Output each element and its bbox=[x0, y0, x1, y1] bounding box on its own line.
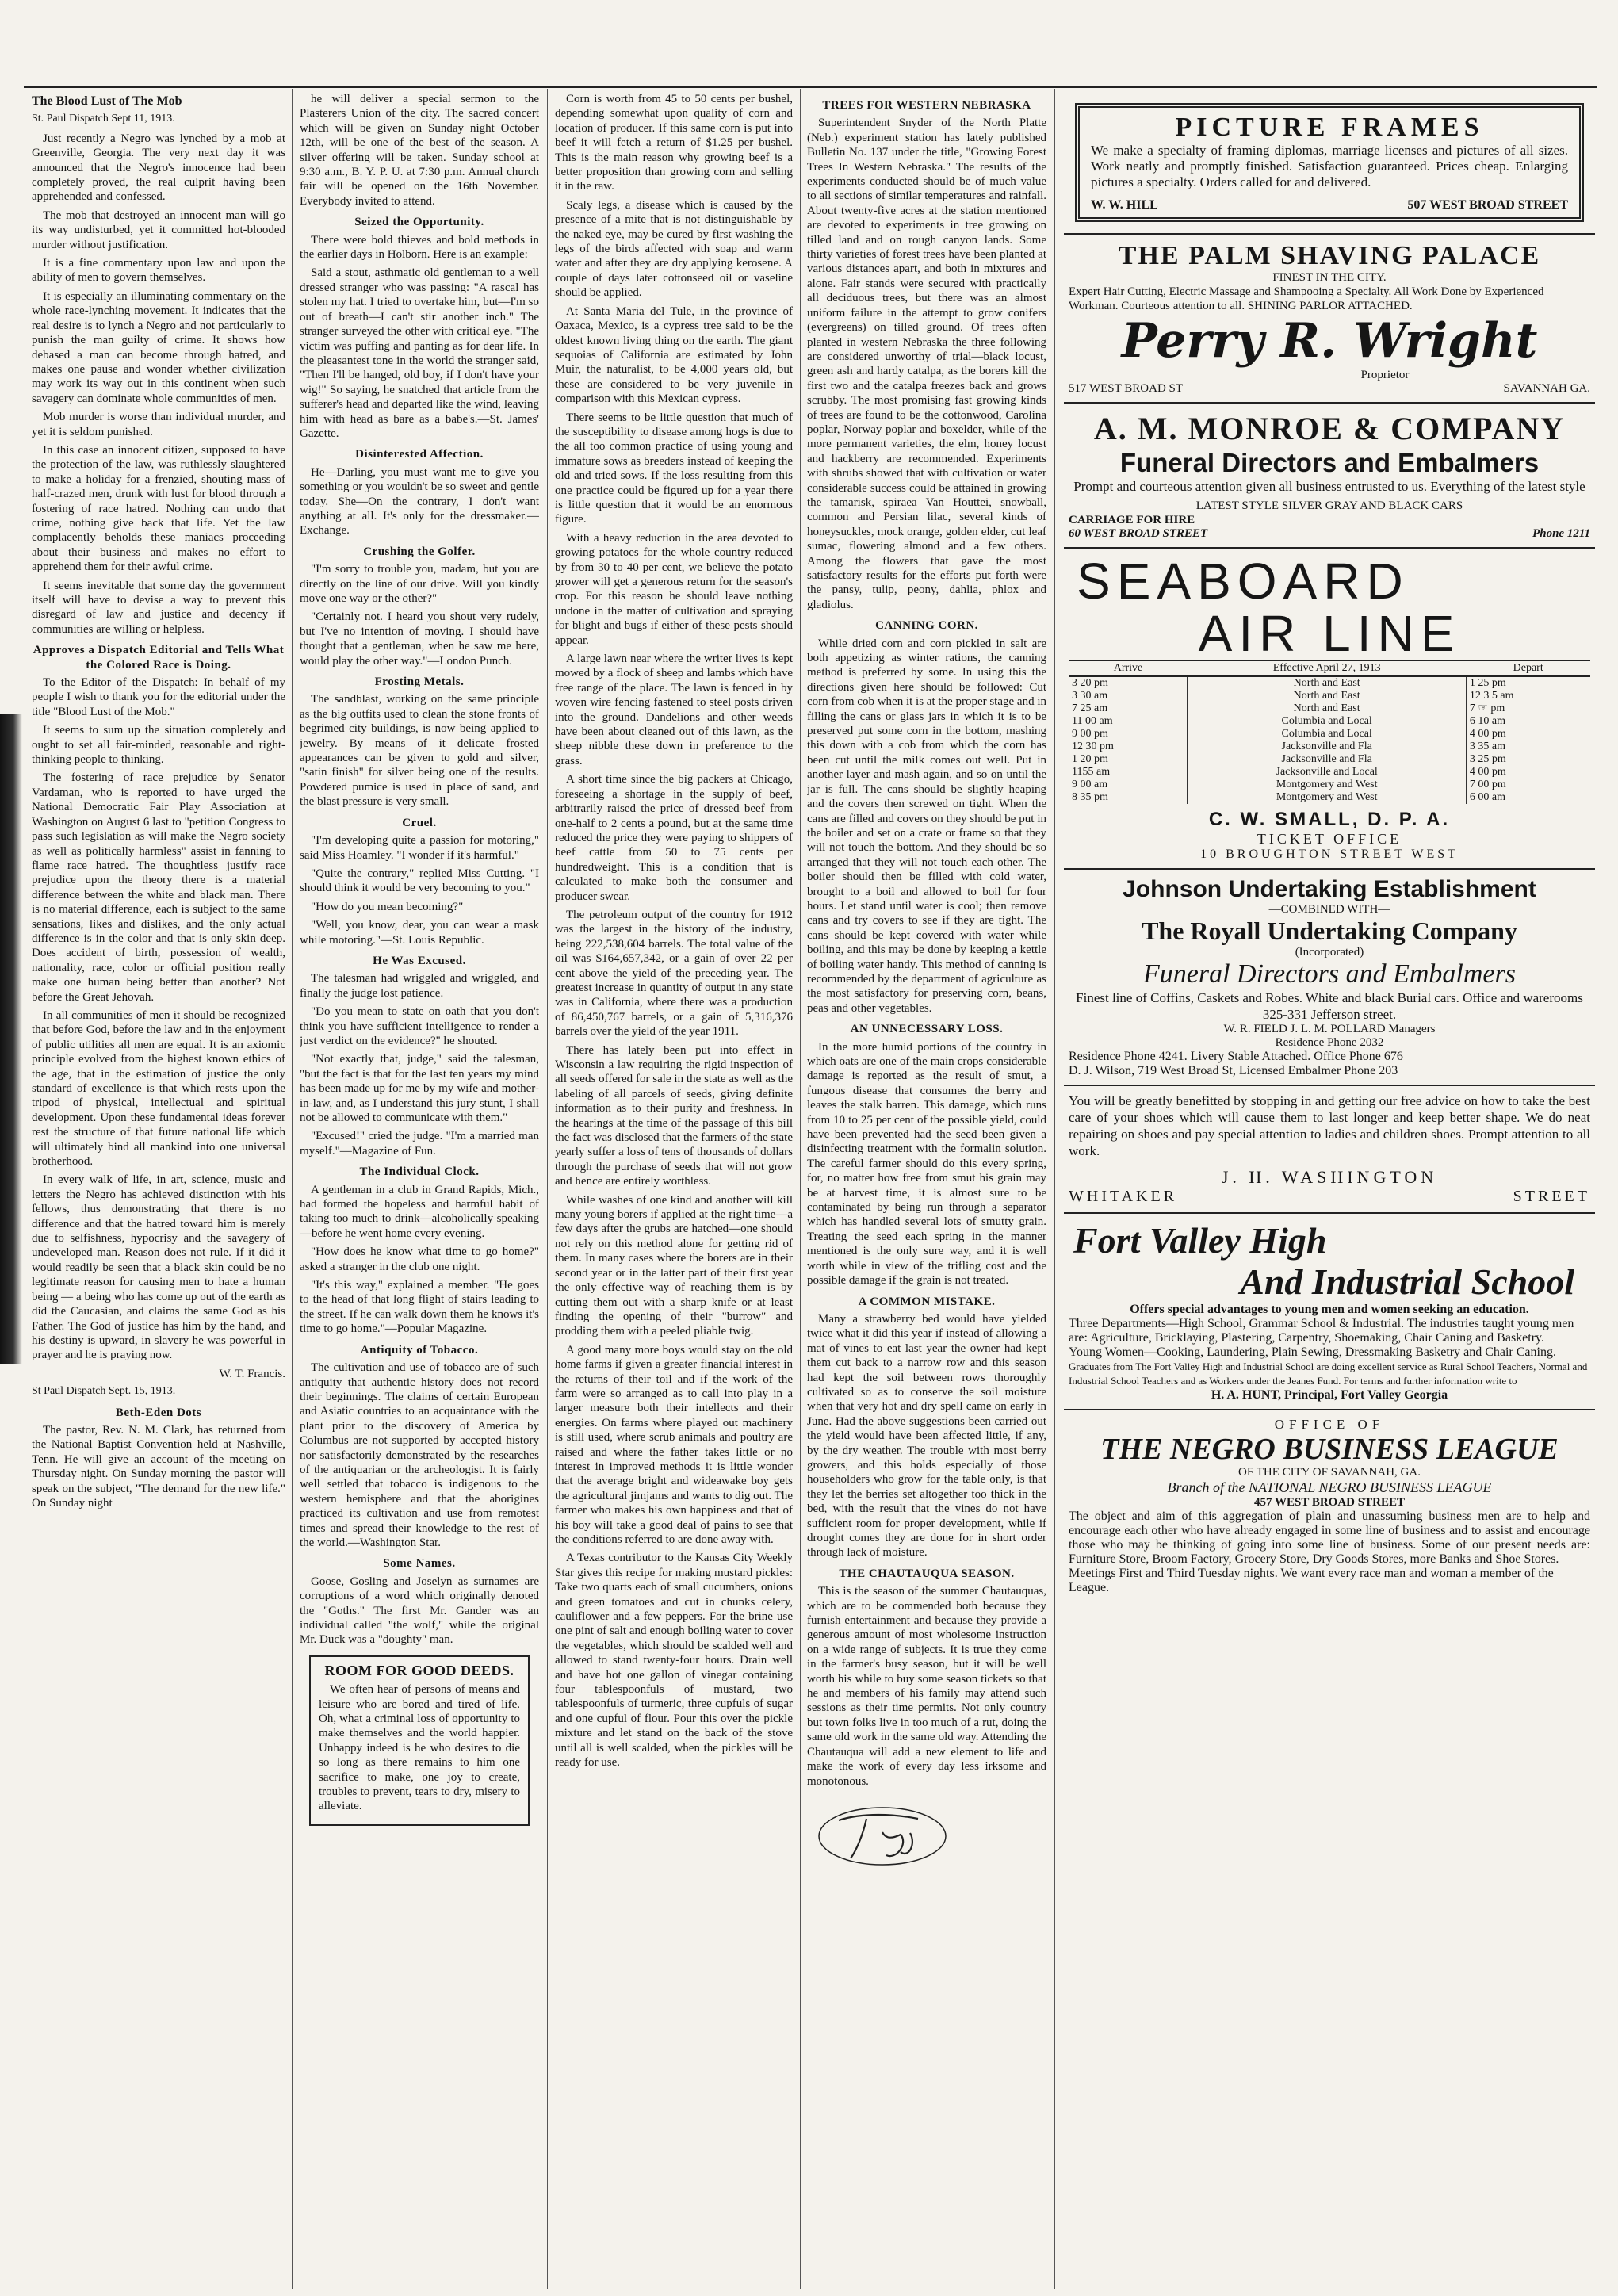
ad-body: Three Departments—High School, Grammar School & Industrial. The industries taught young men are: Agriculture, Bricklaying, Plastering, Carpentry, Shoemaking, Chair Caning and Basketry. bbox=[1069, 1317, 1574, 1345]
paragraph: The cultivation and use of tobacco are of such antiquity that authentic history does not record their beginnings. The claims of certain European and Asiatic countries to an acquaintance with the plant prior to the discovery of America by Columbus are not supported by accepted history nor satisfactorily demonstrated by the researches of the antiquarian or the archeologist. It is fairly well settled that tobacco is indigenous to the western hemisphere and that the aborigines practiced its cultivation and use from remotest times and spread their knowledge to the rest of the world.—Washington Star. bbox=[300, 1361, 539, 1549]
paragraph: It is especially an illuminating commentary on the whole race-lynching movement. It indicates that the real desire is to lynch a Negro and not particularly to punish the man guilty of crime. It shows how debased a man can become through hatred, and makes one pause and wonder whether civilization may work its way out in this continent when such savagery can dominate whole communities of men. bbox=[32, 289, 285, 405]
column-rule bbox=[292, 89, 293, 2289]
ad-title: THE NEGRO BUSINESS LEAGUE bbox=[1100, 1433, 1559, 1466]
depart-time: 7 ☞ pm bbox=[1469, 702, 1505, 714]
item-title: Crushing the Golfer. bbox=[363, 545, 476, 558]
item-title: Seized the Opportunity. bbox=[354, 216, 484, 229]
ad-incorporated: (Incorporated) bbox=[1295, 946, 1364, 959]
paragraph: There were bold thieves and bold methods in the earlier days in Holborn. Here is an example: bbox=[300, 233, 539, 262]
top-rule bbox=[24, 86, 1597, 88]
depart-time: 7 00 pm bbox=[1469, 779, 1506, 790]
depart-time: 3 25 pm bbox=[1469, 753, 1506, 765]
ad-body: The object and aim of this aggregation of plain and unassuming business men are to help and encourage each other who have already engaged in some line of business and to assist and encourage those who may be thinking of going into some line of business. Some of our present needs are: Furniture Store, Broom Factory, Grocery Store, Dry Goods Stores, more Banks and Shoe Stores. bbox=[1069, 1510, 1590, 1566]
paragraph: A gentleman in a club in Grand Rapids, Mich., had formed the hopeless and harmful habit of taking too much to drink—alcoholically speaking—before he went home every evening. bbox=[300, 1183, 539, 1240]
palm-shaving-palace-ad bbox=[1064, 235, 1595, 404]
paragraph: "I'm sorry to trouble you, madam, but you are directly on the line of our drive. Will you kindly move one way or the other?" bbox=[300, 563, 539, 605]
agent-name: C. W. SMALL, D. P. A. bbox=[1208, 809, 1451, 830]
ad-combined: —COMBINED WITH— bbox=[1268, 903, 1390, 916]
paragraph: It seems inevitable that some day the government itself will have to devise a way to prevent this disregard of law and justice and decency if communities are willing or helpless. bbox=[32, 579, 285, 636]
negro-business-league-ad bbox=[1064, 1410, 1595, 1601]
ad-street: WHITAKER bbox=[1069, 1188, 1178, 1205]
ad-title-line2: AIR LINE bbox=[1198, 605, 1461, 662]
ad-title-line2: And Industrial School bbox=[1240, 1261, 1574, 1302]
article-title: THE CHAUTAUQUA SEASON. bbox=[839, 1567, 1015, 1580]
paragraph: The sandblast, working on the same principle as the big outfits used to clean the stone fronts of begrimed city buildings, is now being applied to jewelry. By means of it delicate frosted appearances can be given to gold and silver, "satin finish" for silver being one of the results. Powdered pumice is used in place of sand, and the blast pressure is very small. bbox=[300, 693, 539, 809]
paragraph: "How do you mean becoming?" bbox=[311, 900, 464, 913]
ad-address: 60 WEST BROAD STREET bbox=[1069, 527, 1208, 540]
schedule-row bbox=[1069, 753, 1590, 766]
paragraph: Scaly legs, a disease which is caused by the presence of a mite that is not distinguishable by the naked eye, may be cured by first washing the legs of the birds affected with soap and warm water and after they are dry applying kerosene. A couple of days later cottonseed oil or vaseline should be applied. bbox=[555, 198, 793, 300]
article-title: CANNING CORN. bbox=[875, 619, 978, 633]
depart-time: 4 00 pm bbox=[1469, 766, 1506, 778]
signature: W. T. Francis. bbox=[219, 1367, 285, 1380]
paragraph: With a heavy reduction in the area devoted to growing potatoes for the whole country reduced by from 30 to 40 per cent, we believe the potato grower will get a generous return for the season's crop. For this reason he should leave nothing undone in the matter of cultivation and spraying for blight and bugs if either of these pests should appear. bbox=[555, 531, 793, 647]
paragraph: There has lately been put into effect in Wisconsin a law requiring the rigid inspection of all seeds offered for sale in the state as well as the labeling of all parcels of seeds, giving definite information as to their purity and freshness. In the hearings at the time of the passage of this bill the fact was disclosed that the farmers of the state yearly suffer a loss of tens of thousands of dollars through the purchase of seeds that will not grow and hence are entirely worthless. bbox=[555, 1043, 793, 1188]
route: North and East bbox=[1188, 676, 1466, 690]
article-title: AN UNNECESSARY LOSS. bbox=[850, 1023, 1004, 1036]
monroe-company-ad bbox=[1064, 404, 1595, 549]
ad-name: J. H. WASHINGTON bbox=[1221, 1167, 1438, 1187]
ornamental-frame bbox=[1075, 103, 1584, 222]
article-title: TREES FOR WESTERN NEBRASKA bbox=[822, 99, 1031, 112]
paragraph: "Well, you know, dear, you can wear a mask while motoring."—St. Louis Republic. bbox=[300, 919, 539, 947]
schedule-row bbox=[1069, 740, 1590, 753]
proprietor-label: Proprietor bbox=[1360, 369, 1410, 381]
ad-address: 457 WEST BROAD STREET bbox=[1254, 1496, 1405, 1509]
ad-carriage: CARRIAGE FOR HIRE bbox=[1069, 514, 1195, 526]
ad-address: 517 WEST BROAD ST bbox=[1069, 382, 1184, 395]
route: Jacksonville and Local bbox=[1188, 766, 1466, 779]
route: North and East bbox=[1188, 690, 1466, 702]
paragraph: Corn is worth from 45 to 50 cents per bushel, depending somewhat upon quality of corn and location of producer. If this same corn is put into beef it will fetch a return of $1.25 per bushel. This is the main reason why growing beef is a better proposition than growing corn and selling it in the raw. bbox=[555, 93, 793, 193]
room-for-good-deeds-box bbox=[309, 1655, 530, 1826]
ad-title: THE PALM SHAVING PALACE bbox=[1118, 241, 1541, 270]
paragraph: It is a fine commentary upon law and upon the ability of men to govern themselves. bbox=[32, 257, 285, 285]
paragraph: The mob that destroyed an innocent man will go its way undisturbed, yet it committed hot-blooded murder without justification. bbox=[32, 209, 285, 251]
ad-subtitle: FINEST IN THE CITY. bbox=[1272, 271, 1387, 284]
article-title: Approves a Dispatch Editorial and Tells What the Colored Race is Doing. bbox=[33, 644, 285, 672]
arrive-time: 3 30 am bbox=[1072, 690, 1108, 702]
column-rule bbox=[547, 89, 548, 2289]
arrive-time: 9 00 pm bbox=[1072, 728, 1108, 740]
arrive-time: 8 35 pm bbox=[1072, 791, 1108, 803]
arrive-time: 1 20 pm bbox=[1072, 753, 1108, 765]
paragraph: At Santa Maria del Tule, in the province of Oaxaca, Mexico, is a cypress tree said to be the oldest known living thing on the earth. The giant sequoias of California are estimated by John Muir, the naturalist, to be 4,000 years old, but these are considered to be very juvenile in comparison with this Mexican cypress. bbox=[555, 304, 793, 406]
dateline: St. Paul Dispatch Sept 11, 1913. bbox=[32, 113, 175, 125]
depart-time: 1 25 pm bbox=[1469, 677, 1506, 689]
arrive-time: 7 25 am bbox=[1072, 702, 1108, 714]
ad-line: Residence Phone 4241. Livery Stable Attached. Office Phone 676 bbox=[1069, 1050, 1403, 1063]
fort-valley-school-ad bbox=[1064, 1214, 1595, 1410]
schedule-row bbox=[1069, 676, 1590, 690]
paragraph: This is the season of the summer Chautauquas, which are to be commended both because they furnish entertainment and because they provide a generous amount of most wholesome instruction on a wide range of subjects. It is true they come in the farmer's busy season, but it will be well worth his while to buy some season tickets so that he and members of his family may attend such sessions as their time permits. Not only country but town folks live in too much of a rut, doing the same old work in the same old way. Attending the Chautauqua will add a new element to life and make the work of every day less irksome and monotonous. bbox=[807, 1585, 1046, 1788]
paragraph: "Excused!" cried the judge. "I'm a married man myself."—Magazine of Fun. bbox=[300, 1130, 539, 1158]
ad-managers: W. R. FIELD J. L. M. POLLARD Managers bbox=[1223, 1023, 1436, 1035]
paragraph: There seems to be little question that much of the susceptibility to disease among hogs is due to the all too common practice of using young and immature sows as breeders instead of keeping the old and tried sows. If the loss resulting from this one practice could be figured up for a year there is little question that it would be an enormous figure. bbox=[555, 411, 793, 526]
paragraph: he will deliver a special sermon to the Plasterers Union of the city. The sacred concert which will be given on Sunday night October 12th, will be one of the best of the season. A silver offering will be taken. Sunday school at 9:30 a.m., B. Y. P. U. at 7:30 p.m. Annual church fair will be opened on the 16th November. Everybody invited to attend. bbox=[300, 93, 539, 208]
arrive-time: 3 20 pm bbox=[1072, 677, 1108, 689]
paragraph: In all communities of men it should be recognized that before God, before the law and in the enjoyment of public utilities all men are equal. It is an axiomic principle evolved from the highest known ethics of the age, that in the estimation of justice the only standard of excellence is that which rests upon the tripod of physical, intellectual and spiritual development. Upon these fundamental ideas forever rest the structure of that future national life which will ultimately bind all mankind into one universal brotherhood. bbox=[32, 1008, 285, 1169]
page-damage bbox=[0, 714, 22, 1364]
ad-cars: LATEST STYLE SILVER GRAY AND BLACK CARS bbox=[1195, 499, 1463, 512]
ad-contact: H. A. HUNT, Principal, Fort Valley Georgia bbox=[1211, 1388, 1448, 1402]
item-title: Frosting Metals. bbox=[374, 675, 465, 689]
paragraph: "Not exactly that, judge," said the talesman, "but the fact is that for the last ten years my mind has been made up for me by my wife and mother-in-law, and, as I understand this jury stunt, I shall not be allowed to communicate with them." bbox=[300, 1053, 539, 1124]
ad-owner: W. W. HILL bbox=[1091, 198, 1158, 212]
effective-header: Effective April 27, 1913 bbox=[1188, 660, 1466, 676]
ticket-office: TICKET OFFICE bbox=[1257, 831, 1402, 847]
ad-title: Fort Valley High bbox=[1073, 1220, 1327, 1261]
depart-time: 6 00 am bbox=[1469, 791, 1505, 803]
ad-meetings: Meetings First and Third Tuesday nights. We want every race man and woman a member of the League. bbox=[1069, 1567, 1554, 1594]
paragraph: "Do you mean to state on oath that you don't think you have sufficient intelligence to render a just verdict on the evidence?" he shouted. bbox=[300, 1005, 539, 1047]
depart-header: Depart bbox=[1466, 660, 1590, 676]
johnson-undertaking-ad bbox=[1064, 870, 1595, 1086]
ad-street-suffix: STREET bbox=[1513, 1188, 1590, 1205]
ad-address-row bbox=[1069, 527, 1590, 541]
arrive-time: 1155 am bbox=[1072, 766, 1111, 778]
item-title: He Was Excused. bbox=[373, 954, 466, 967]
advertisements-column bbox=[1064, 92, 1595, 2288]
ad-body: Finest line of Coffins, Caskets and Robes. White and black Burial cars. Office and warerooms 325-331 Jefferson street. bbox=[1076, 990, 1583, 1022]
ad-title: Johnson Undertaking Establishment bbox=[1123, 876, 1536, 902]
paragraph: "How does he know what time to go home?" asked a stranger in the club one night. bbox=[300, 1246, 539, 1273]
paragraph: A short time since the big packers at Chicago, foreseeing a shortage in the supply of beef, arbitrarily raised the price of dressed beef from one-half to 2 cents a pound, but at the same time reduced the price they were paying to shippers of beef cattle from 50 to 75 cents per hundredweight. This is a condition that is calculated to make both the consumer and producer swear. bbox=[555, 773, 793, 903]
ad-city: OF THE CITY OF SAVANNAH, GA. bbox=[1238, 1466, 1421, 1479]
paragraph: "I'm developing quite a passion for motoring," said Miss Hoamley. "I wonder if it's harmful." bbox=[300, 834, 539, 862]
ad-title: SEABOARD bbox=[1077, 553, 1410, 610]
schedule-row bbox=[1069, 728, 1590, 740]
paragraph: The fostering of race prejudice by Senator Vardaman, who is reported to have urged the National Democratic Fair Play Association at Washington on August 6 last to "petition Congress to pass such legislation as will make the Negro society as well as politically harmless" assist in fanning to flame race hatred. The thoughtless justify race prejudice upon the theory there is a material difference between the white and black man. There is no material difference, each is subject to the same sensations, likes and dislikes, and the only actual difference is in the color and that is only skin deep. Does accident of birth, possession of wealth, nationality, race, color or official position really make one human being better than another? Not before the Great Jehovah. bbox=[32, 771, 285, 1004]
paragraph: The pastor, Rev. N. M. Clark, has returned from the National Baptist Convention held at Nashville, Tenn. He will give an account of the meeting on Thursday night. On Sunday morning the pastor will speak on the subject, "The demand for the new life." On Sunday night bbox=[32, 1423, 285, 1510]
article-title: A COMMON MISTAKE. bbox=[858, 1295, 996, 1308]
ad-body: Expert Hair Cutting, Electric Massage and Shampooing a Specialty. All Work Done by Experienced Workman. Courteous attention to all. SHINING PARLOR ATTACHED. bbox=[1069, 285, 1544, 312]
paragraph: "It's this way," explained a member. "He goes to the head of that long flight of stairs leading to the street. If he can walk down them he knows it's time to go home."—Popular Magazine. bbox=[300, 1279, 539, 1336]
ad-body: We make a specialty of framing diplomas, marriage licenses and pictures of all sizes. Work neatly and promptly finished. Satisfaction guaranteed. Prices cheap. Enlarging pictures a specialty. Orders called for and delivered. bbox=[1091, 143, 1568, 189]
ad-phone: Phone 1211 bbox=[1532, 527, 1590, 540]
paragraph: Just recently a Negro was lynched by a mob at Greenville, Georgia. The very next day it was announced that the Negro's innocence had been completely proved, the real culprit having been apprehended and confessed. bbox=[32, 132, 285, 204]
train-schedule bbox=[1069, 660, 1590, 804]
article-title: Beth-Eden Dots bbox=[115, 1406, 202, 1419]
box-text: We often hear of persons of means and leisure who are bored and tired of life. Oh, what a criminal loss of opportunity to make themselves and the world happier. Unhappy indeed is he who desires to die so long as there remains to him one sacrifice to make, one joy to create, troubles to prevent, tears to dry, misery to alleviate. bbox=[319, 1683, 520, 1813]
paragraph: In the more humid portions of the country in which oats are one of the main crops considerable damage is reported as the result of smut, a fungous disease that consumes the berry and leaves the stalk barren. This damage, which runs from 10 to 25 per cent of the possible yield, could have been prevented had the seed been given a disinfecting treatment with the formalin solution. The careful farmer should do this every spring, for, no matter how free from smut his grain may be at harvest time, it is almost sure to be contaminated by being run through a separator which has handled several lots of smutty grain. Treating the seed each spring in the manner mentioned is the only sure way, and it is well worth while in view of the trifling cost and the possible damage if the grain is not treated. bbox=[807, 1040, 1046, 1288]
ad-residence-phone: Residence Phone 2032 bbox=[1275, 1036, 1384, 1049]
paragraph: "Certainly not. I heard you shout very rudely, but I've no intention of moving. I should have thought that a gentleman, when he saw me here, would play the other way."—London Punch. bbox=[300, 610, 539, 668]
route: Montgomery and West bbox=[1188, 791, 1466, 804]
ad-tagline: Offers special advantages to young men and women seeking an education. bbox=[1130, 1303, 1529, 1316]
paragraph: In this case an innocent citizen, supposed to have the protection of the law, was ruthlessly slaughtered to make a holiday for a frenzied, shouting mass of half-crazed men, drunk with lust for blood through a fostering of race hatred. Nothing can undo that crime, nothing give back that life. Yet the law complacently beholds these maniacs proceeding about their business and makes no effort to apprehend them for their awful crime. bbox=[32, 443, 285, 574]
route: Jacksonville and Fla bbox=[1188, 753, 1466, 766]
route: Columbia and Local bbox=[1188, 728, 1466, 740]
depart-time: 6 10 am bbox=[1469, 715, 1505, 727]
depart-time: 3 35 am bbox=[1469, 740, 1505, 752]
item-title: Some Names. bbox=[383, 1557, 456, 1571]
ad-office: OFFICE OF bbox=[1274, 1417, 1385, 1432]
ad-company: The Royall Undertaking Company bbox=[1142, 916, 1517, 945]
paragraph: While dried corn and corn pickled in salt are both appetizing as winter rations, the canning method is preferred by some. In using this the directions given here should be followed: Cut corn from cob when it is at the proper stage and in filling the cans or glass jars in which it is to be preserved put some corn in the bottom, mashing this down with a cob from which the corn has been cut until the milk comes out well. Put in another layer and mash again, and so on until the jar is full. The cans should be slightly heaping and the covers then screwed on tight. When the cans are filled and covers on they should be put in the boiler and set on a crate or frame so that they will not touch the bottom. And they should be so arranged that they will not touch each other. The boiler should then be filled with cold water, brought to a boil and allowed to boil for four hours. Let stand until water is cool; then remove cans and try covers to see if they are tight. The cans should be kept covered with water while boiling, and this may be done by keeping a kettle of boiling water handy. This method of canning is recommended by the department of agriculture as the most satisfactory for preserving corn, beans, peas and other vegetables. bbox=[807, 637, 1046, 1015]
handwritten-signature bbox=[807, 1797, 1046, 1872]
paragraph: Many a strawberry bed would have yielded twice what it did this year if instead of allowing a mat of vines to eat last year the owner had kept them cut back to a narrow row and this season had kept the soil between rows thoroughly cultivated so as to conserve the soil moisture when that very hot and dry spell came on early in June. Had the above suggestions been carried out the yield would have been affected little, if any, by the dry weather. The trouble with most berry growers, and this holds especially of those householders who grow for the table only, is that they let the berries set altogether too thick in the bed, with the result that the vines do not have sufficient room for proper development, while if drought comes they are done for in short order through lack of moisture. bbox=[807, 1312, 1046, 1559]
paragraph: "Quite the contrary," replied Miss Cutting. "I should think it would be very becoming to you." bbox=[300, 867, 539, 895]
arrive-time: 9 00 am bbox=[1072, 779, 1108, 790]
item-title: Cruel. bbox=[402, 816, 437, 829]
schedule-row bbox=[1069, 702, 1590, 715]
article-title: The Blood Lust of The Mob bbox=[32, 94, 182, 108]
ad-title: A. M. MONROE & COMPANY bbox=[1093, 411, 1566, 446]
route: Jacksonville and Fla bbox=[1188, 740, 1466, 753]
schedule-row bbox=[1069, 791, 1590, 804]
paragraph: A good many more boys would stay on the old home farms if given a greater financial interest in the returns of their toil and if the work of the farm were so arranged as to call into play in a larger measure both their intellects and their energies. On farms where played out machinery is still used, where scrub animals and poultry are raised and where the father takes little or no interest in improved methods it is little wonder that the average bright and wideawake boy gets the agricultural jimjams and wants to dig out. The farmer who makes his own happiness and that of his boy will take a good deal of pains to see that the conditions referred to are done away with. bbox=[555, 1343, 793, 1546]
ad-address-row bbox=[1069, 1188, 1590, 1206]
washington-shoes-ad bbox=[1064, 1086, 1595, 1214]
paragraph: The talesman had wriggled and wriggled, and finally the judge lost patience. bbox=[300, 972, 539, 1000]
depart-time: 12 3 5 am bbox=[1469, 690, 1514, 702]
ticket-office-address: 10 BROUGHTON STREET WEST bbox=[1200, 848, 1459, 861]
column-1 bbox=[32, 92, 285, 2288]
ad-address-row bbox=[1069, 382, 1590, 396]
ad-body: Young Women—Cooking, Laundering, Plain Sewing, Dressmaking Basketry and Chair Caning. bbox=[1069, 1345, 1556, 1359]
ad-line: D. J. Wilson, 719 West Broad St, Licensed Embalmer Phone 203 bbox=[1069, 1064, 1398, 1077]
paragraph: Goose, Gosling and Joselyn as surnames are corruptions of a word which originally denoted the "Goths." The first Mr. Gander was an individual called "the wolf," while the original Mr. Duck was a "doughty" man. bbox=[300, 1575, 539, 1647]
ad-subtitle: Funeral Directors and Embalmers bbox=[1143, 959, 1516, 989]
paragraph: He—Darling, you must want me to give you something or you wouldn't be so sweet and gentle today. She—On the contrary, I don't want anything at all. It's only for the dressmaker.—Exchange. bbox=[300, 465, 539, 538]
item-title: The Individual Clock. bbox=[359, 1165, 480, 1179]
paragraph: Mob murder is worse than individual murder, and yet it is seldom punished. bbox=[32, 411, 285, 438]
column-rule bbox=[800, 89, 801, 2289]
route: Montgomery and West bbox=[1188, 779, 1466, 791]
ad-address: 507 WEST BROAD STREET bbox=[1407, 198, 1568, 212]
column-4 bbox=[807, 92, 1046, 2288]
proprietor-name: Perry R. Wright bbox=[1121, 313, 1538, 369]
source: St Paul Dispatch Sept. 15, 1913. bbox=[32, 1385, 176, 1398]
column-rule bbox=[1054, 89, 1055, 2289]
route: Columbia and Local bbox=[1188, 715, 1466, 728]
ad-body: Prompt and courteous attention given all business entrusted to us. Everything of the latest style bbox=[1073, 479, 1585, 494]
paragraph: To the Editor of the Dispatch: In behalf of my people I wish to thank you for the editorial under the title "Blood Lust of the Mob." bbox=[32, 676, 285, 718]
paragraph: Superintendent Snyder of the North Platte (Neb.) experiment station has lately published Bulletin No. 137 under the title, "Growing Forest Trees In Western Nebraska." The results of the experiments conducted should be of much value to all sections of similar temperatures and rainfall. About twenty-five acres at the station mentioned are devoted to experiments in tree growing on tilled land and on rough canyon lands. Some thirty varieties of forest trees have been planted at various distances apart, and both in mixtures and alone. Fair stands were secured with practically all deciduous trees, but there was an almost uniform failure in the attempt to grow conifers (evergreens) on tilled ground. Of trees often planted in western Nebraska the three following are considered unworthy of trial—black locust, green ash and hardy catalpa, as the borers kill the first two and the catalpa freezes back and grows scrubby. The most promising fast growing kinds of trees are found to be the cottonwood, Carolina poplar, Norway poplar and boxelder, while of the more permanent varieties, the elm, honey locust and hackberry are recommended. Experiments with shrubs showed that with cultivation or water considerable success could be attained in growing the tamarisk, spiraea Van Houttei, snowball, common and Persian lilac, several kinds of honeysuckles, mock orange, golden elder, cut leaf sumac, flowering almond and a few others. Among the flowers that gave the most satisfactory results for the efforts put forth were the pansy, tulip, peony, dahlia, phlox and gladiolus. bbox=[807, 117, 1046, 611]
arrive-time: 11 00 am bbox=[1072, 715, 1113, 727]
schedule-row bbox=[1069, 779, 1590, 791]
item-title: Disinterested Affection. bbox=[355, 448, 484, 461]
arrive-header: Arrive bbox=[1069, 660, 1188, 676]
schedule-row bbox=[1069, 715, 1590, 728]
paragraph: A large lawn near where the writer lives is kept mowed by a flock of sheep and lambs which have free range of the place. The lawn is fenced in by woven wire fencing fastened to steel posts driven into the ground. Dandelions and other weeds have been about cleaned out of this lawn, as the sheep nibble these down in preference to the grass. bbox=[555, 652, 793, 767]
paragraph: Said a stout, asthmatic old gentleman to a well dressed stranger who was passing: "A rascal has stolen my hat. I tried to overtake him, but—I'm so out of breath—I can't stir another inch." The stranger surveyed the other with critical eye. "The victim was puffing and panting as for dear life. In the pleasantest tone in the world the stranger said, "Then I'll be hanged, old boy, if I don't have your wig!" So saying, he snatched that article from the sufferer's head and departed like the wind, leaving him with head as bare as a babe's.—St. James' Gazette. bbox=[300, 266, 539, 440]
column-3 bbox=[555, 92, 793, 2288]
paragraph: While washes of one kind and another will kill many young borers if applied at the right time—a few days after the grubs are hatched—one should not rely on this method alone for getting rid of them. In many cases where the borers are in their second year or in the latter part of their first year the only effective way of reaching them is by cutting them out with a sharp knife or at least finding the opening of their "burrow" and prodding them with a peeled pliable twig. bbox=[555, 1193, 793, 1338]
paragraph: In every walk of life, in art, science, music and letters the Negro has achieved distinction with his fellows, thus demonstrating that there is no difference and that the hatred toward him is merely due to selfishness, hypocrisy and the savagery of undeveloped man. Reason does not rule. If it did it would readily be seen that a black skin could be no legitimate reason for causing men to hate a human being — a being who has come up out of the earth as did the Caucasian, and claims the same God as his Father. The God of justice has him by the hand, and his destiny is upward, in slavery he was powerful in prayer and he is praying now. bbox=[32, 1173, 285, 1362]
picture-frames-ad bbox=[1064, 92, 1595, 235]
column-2 bbox=[300, 92, 539, 2288]
ad-footer bbox=[1091, 198, 1568, 212]
arrive-time: 12 30 pm bbox=[1072, 740, 1114, 752]
schedule-row bbox=[1069, 766, 1590, 779]
paragraph: It seems to sum up the situation completely and ought to set all fair-minded, reasonable and right-thinking people to thinking. bbox=[32, 724, 285, 767]
schedule-row bbox=[1069, 690, 1590, 702]
ad-city: SAVANNAH GA. bbox=[1503, 382, 1590, 395]
paragraph: A Texas contributor to the Kansas City Weekly Star gives this recipe for making mustard pickles: Take two quarts each of small cucumbers, onions and green tomatoes and cut in chunks celery, cauliflower and a few peppers. For the brine use one pint of salt and enough boiling water to cover the vegetables, which should be scalded well and allowed to stand twenty-four hours. Drain well and have hot one gallon of vinegar containing four tablespoonfuls of mustard, two tablespoonfuls of turmeric, three cupfuls of sugar and one cupful of flour. Pour this over the pickle mixture and let stand on the back of the stove until all is well scalded, when the pickles will be ready for use. bbox=[555, 1552, 793, 1770]
item-title: Antiquity of Tobacco. bbox=[360, 1343, 479, 1357]
seaboard-air-line-ad bbox=[1064, 549, 1595, 870]
ad-body: You will be greatly benefitted by stopping in and getting our free advice on how to take the best care of your shoes which will cause them to last longer and keep better shape. We do neat repairing on shoes and pay special attention to ladies and children shoes. Prompt attention to all work. bbox=[1069, 1093, 1590, 1158]
paragraph: The petroleum output of the country for 1912 was the largest in the history of the industry, being 222,538,604 barrels. The total value of the oil was $164,657,342, or a gain of over 22 per cent above the yield of the preceding year. The greatest increase in quantity of output in any state was in California, where there was a production of 86,450,767 barrels, or a gain of 5,316,376 barrels over the yield of the year 1911. bbox=[555, 908, 793, 1039]
route: North and East bbox=[1188, 702, 1466, 715]
depart-time: 4 00 pm bbox=[1469, 728, 1506, 740]
box-title: ROOM FOR GOOD DEEDS. bbox=[324, 1662, 514, 1678]
ad-title: PICTURE FRAMES bbox=[1175, 113, 1484, 142]
ad-body: Graduates from The Fort Valley High and Industrial School are doing excellent service as Rural School Teachers, Normal and Industrial School Teachers and as Workers under the Jeanes Fund. For terms and further information write to bbox=[1069, 1360, 1588, 1387]
ad-subtitle: Funeral Directors and Embalmers bbox=[1119, 448, 1540, 477]
ad-branch: Branch of the NATIONAL NEGRO BUSINESS LEAGUE bbox=[1167, 1479, 1492, 1495]
